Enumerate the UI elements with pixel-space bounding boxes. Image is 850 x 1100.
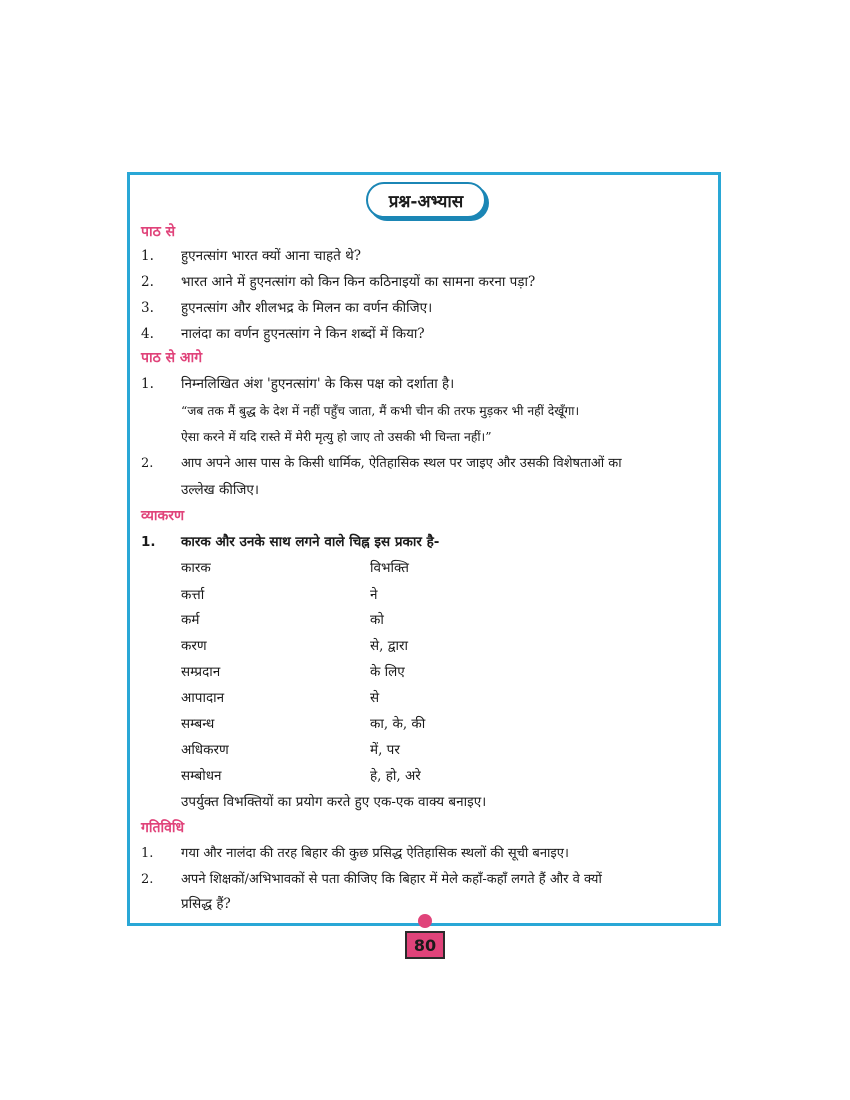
table-cell: कर्त्ता [181, 587, 205, 603]
table-cell: के लिए [370, 664, 405, 680]
list-item [141, 844, 569, 864]
table-cell: सम्प्रदान [181, 664, 221, 680]
table-cell: आपादान [181, 690, 225, 706]
item-number: 2. [141, 274, 154, 290]
item-text: गया और नालंदा की तरह बिहार की कुछ प्रसिद्ध ऐतिहासिक स्थलों की सूची बनाइए। [181, 846, 569, 861]
item-text: अपने शिक्षकों/अभिभावकों से पता कीजिए कि बिहार में मेले कहाँ-कहाँ लगते हैं और वे क्यों [181, 872, 602, 887]
item-text: आप अपने आस पास के किसी धार्मिक, ऐतिहासिक स्थल पर जाइए और उसकी विशेषताओं का [181, 456, 622, 471]
item-number: 2. [141, 456, 154, 471]
item-number: 1. [141, 248, 154, 264]
page-title: प्रश्न-अभ्यास [366, 182, 486, 218]
item-number: 1. [141, 534, 156, 550]
table-cell: में, पर [370, 742, 400, 758]
decorative-dot [418, 914, 432, 928]
table-cell: को [370, 612, 384, 628]
item-text: नालंदा का वर्णन हुएनत्सांग ने किन शब्दों में किया? [181, 326, 425, 342]
item-number: 1. [141, 846, 154, 861]
list-item [141, 454, 622, 474]
item-number: 1. [141, 376, 154, 392]
list-item [141, 532, 439, 552]
item-text: भारत आने में हुएनत्सांग को किन किन कठिनाइयों का सामना करना पड़ा? [181, 274, 536, 290]
section-heading-path-se-aage: पाठ से आगे [141, 350, 203, 366]
table-cell: ने [370, 587, 378, 603]
list-item [141, 870, 602, 890]
item-text-continued: उल्लेख कीजिए। [181, 482, 259, 498]
item-number: 2. [141, 872, 154, 887]
item-text: हुएनत्सांग भारत क्यों आना चाहते थे? [181, 248, 362, 264]
table-cell: सम्बोधन [181, 768, 222, 784]
item-text-continued: प्रसिद्ध हैं? [181, 896, 231, 912]
list-item [141, 298, 432, 318]
instruction-text: उपर्युक्त विभक्तियों का प्रयोग करते हुए एक-एक वाक्य बनाइए। [181, 794, 487, 810]
table-cell: अधिकरण [181, 742, 229, 758]
list-item [141, 246, 361, 266]
item-text: हुएनत्सांग और शीलभद्र के मिलन का वर्णन कीजिए। [181, 300, 433, 316]
table-cell: का, के, की [370, 716, 426, 732]
table-header-karak: कारक [181, 560, 211, 576]
quote-line: “जब तक मैं बुद्ध के देश में नहीं पहुँच जाता, मैं कभी चीन की तरफ मुड़कर भी नहीं देखूँगा। [181, 404, 580, 418]
item-text: निम्नलिखित अंश 'हुएनत्सांग' के किस पक्ष को दर्शाता है। [181, 376, 455, 392]
page-number: 80 [405, 931, 445, 959]
list-item [141, 324, 425, 344]
table-cell: सम्बन्ध [181, 716, 215, 732]
table-cell: से [370, 690, 380, 706]
section-heading-vyakaran: व्याकरण [141, 508, 185, 524]
item-text: कारक और उनके साथ लगने वाले चिह्न इस प्रकार है- [181, 534, 440, 550]
table-cell: हे, हो, अरे [370, 768, 421, 784]
quote-line: ऐसा करने में यदि रास्ते में मेरी मृत्यु हो जाए तो उसकी भी चिन्ता नहीं।” [181, 430, 492, 444]
table-header-vibhakti: विभक्ति [370, 560, 409, 576]
list-item [141, 272, 535, 292]
item-number: 4. [141, 326, 154, 342]
item-number: 3. [141, 300, 154, 316]
section-heading-gatividhi: गतिविधि [141, 820, 185, 836]
table-cell: से, द्वारा [370, 638, 408, 654]
table-cell: करण [181, 638, 207, 654]
table-cell: कर्म [181, 612, 200, 628]
list-item [141, 374, 454, 394]
section-heading-path-se: पाठ से [141, 224, 176, 240]
